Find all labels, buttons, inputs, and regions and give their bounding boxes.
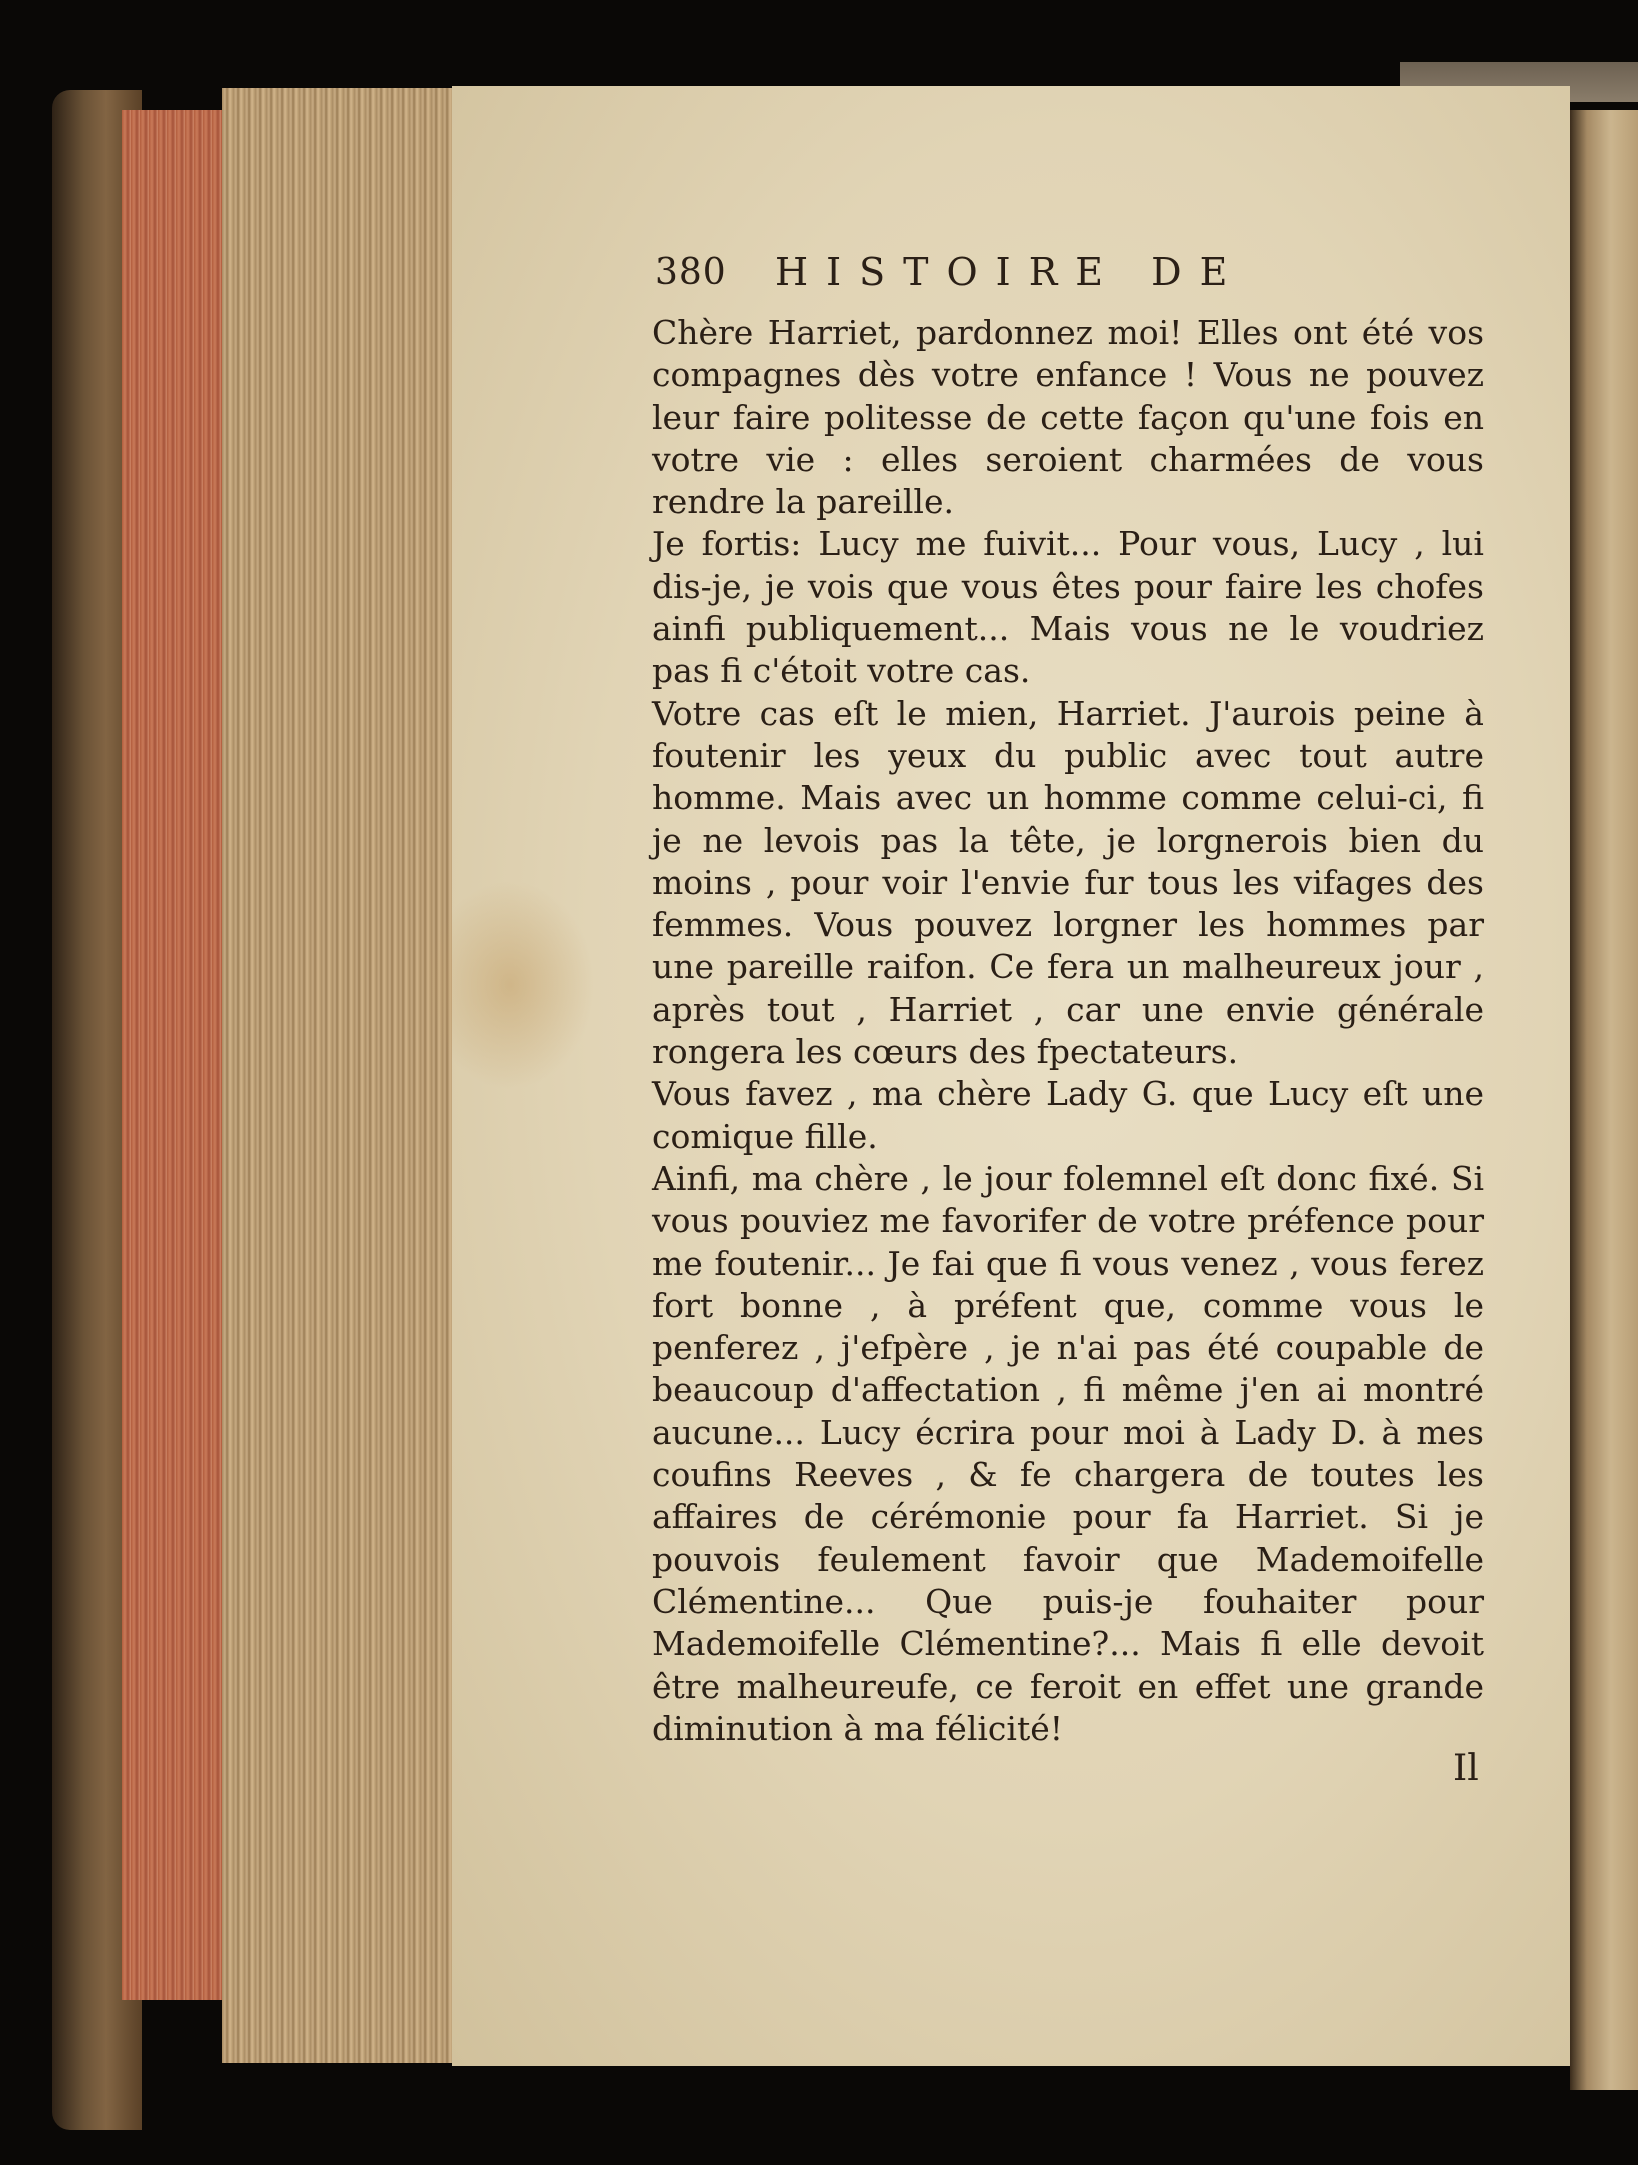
paragraph-1: Chère Harriet, pardonnez moi! Elles ont été vos compagnes dès votre enfance ! Vous ne pouvez leur faire politesse de cette façon qu'une fois en votre vie : elles seroient charmées de vous rendre la pareille. [652,313,1484,522]
running-title: HISTOIRE DE [775,250,1246,294]
paragraph-4: Vous favez , ma chère Lady G. que Lucy eſt une comique fille. [652,1074,1484,1156]
paragraph-5: Ainfi, ma chère , le jour folemnel eſt donc fixé. Si vous pouviez me favorifer de votre préfence pour me foutenir... Je fai que fi vous venez , vous ferez fort bonne , à préfent que, comme vous le penferez , j'efpère , je n'ai pas été coupable de beaucoup d'affectation , fi même j'en ai montré aucune... Lucy écrira pour moi à Lady D. à mes coufins Reeves , & fe chargera de toutes les affaires de cérémonie pour fa Harriet. Si je pouvois feulement favoir que Mademoifelle Clémentine... Que puis-je fouhaiter pour Mademoifelle Clémentine?... Mais fi elle devoit être malheureufe, ce feroit en effet une grande diminution à ma félicité! [652,1158,1484,1748]
red-page-edges [122,110,222,2000]
page-number: 380 [655,252,727,293]
page-body [652,312,1484,1750]
page-block-edges [222,88,452,2063]
facing-page-edge [1570,110,1638,2090]
catchword: Il [1453,1748,1479,1789]
paper-stain [425,880,595,1090]
page-header [655,248,1505,298]
paragraph-3: Votre cas eſt le mien, Harriet. J'aurois peine à foutenir les yeux du public avec tout autre homme. Mais avec un homme comme celui-ci, fi je ne levois pas la tête, je lorgnerois bien du moins , pour voir l'envie fur tous les vifages des femmes. Vous pouvez lorgner les hommes par une pareille raifon. Ce fera un malheureux jour , après tout , Harriet , car une envie générale rongera les cœurs des fpectateurs. [652,693,1484,1072]
paragraph-2: Je fortis: Lucy me fuivit... Pour vous, Lucy , lui dis-je, je vois que vous êtes pour faire les chofes ainfi publiquement... Mais vous ne le voudriez pas fi c'étoit votre cas. [652,524,1484,691]
